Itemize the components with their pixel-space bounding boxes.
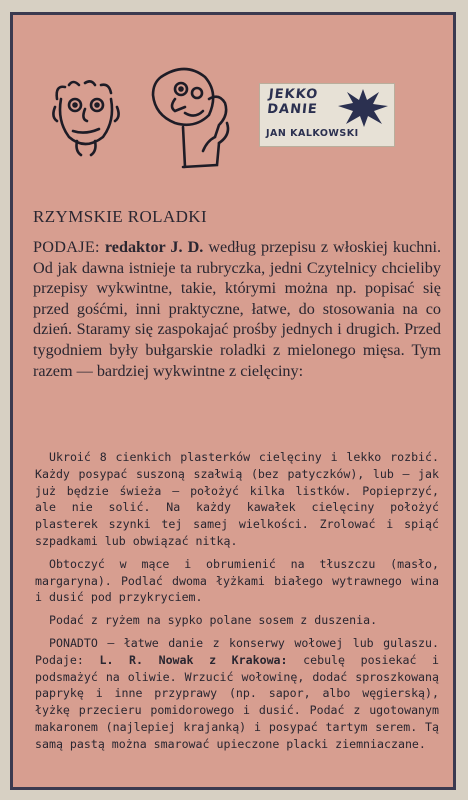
intro-text: według przepisu z włoskiej kuchni. Od jak dawna istnieje ta rubryczka, jedni Czytelnicy chcieliby przepisy wykwintne, takie, którymi można np. popisać się przed gośćmi, inni praktyczne, łatwe, do stosowania na co dzień. Staramy się zaspokajać prośby jednych i drugich. Przed tygodniem były bułgarskie roladki z mielonego mięsa. Tym razem — bardziej wykwintne z cielęciny: [33, 238, 442, 380]
recipe-paragraph: Ukroić 8 cienkich plasterków cielęciny i lekko rozbić. Każdy posypać suszoną szałwią (bez patyczków), lub — jak już będzie świeża — położyć kilka listków. Popieprzyć, ale nie solić. Na każdy kawałek cielęciny położyć plasterek szynki tej samej wielkości. Zrolować i spiąć szpadkami lub obwiązać nitką. [35, 450, 439, 548]
extra-author: L. R. Nowak z Krakowa: [99, 652, 288, 667]
extra-text: — łatwe danie z konserwy wołowej lub gulaszu. Podaje: [35, 635, 439, 667]
intro-label: PODAJE: [33, 238, 100, 256]
extra-recipe-paragraph [35, 635, 439, 753]
recipe-paragraph: Obtoczyć w mące i obrumienić na tłuszczu (masło, margaryna). Podlać dwoma łyżkami białego wytrawnego wina i dusić pod przykryciem. [35, 556, 439, 605]
logo-title [266, 87, 329, 117]
recipe-paragraph: Podać z ryżem na sypko polane sosem z duszenia. [49, 613, 378, 628]
intro-author: redaktor J. D. [104, 238, 204, 256]
column-logo [259, 83, 395, 147]
logo-title-line2: DANIE [266, 102, 319, 117]
cartoon-face-icon [51, 77, 121, 157]
logo-title-line1: JEKKO [268, 87, 319, 102]
article-intro [33, 237, 441, 381]
article-title: RZYMSKIE ROLADKI [33, 207, 208, 226]
column-header [13, 15, 453, 185]
logo-author: JAN KALKOWSKI [266, 128, 359, 139]
recipe-body [35, 449, 439, 759]
extra-text-continued: cebulę posiekać i podsmażyć na oliwie. Wrzucić wołowinę, dodać sproszkowaną paprykę i inne przyprawy (np. sapor, albo węgierską), łyżkę przecieru pomidorowego i dusić. Podać z ugotowanym makaronem (najlepiej krajanką) i posypać tartym serem. Tą samą pastą można smarować upieczone placki ziemniaczane. [35, 652, 440, 751]
cartoon-taster-icon [145, 63, 235, 173]
extra-label: PONADTO [49, 635, 98, 650]
newspaper-column [10, 12, 456, 790]
splash-star-icon [336, 88, 390, 128]
